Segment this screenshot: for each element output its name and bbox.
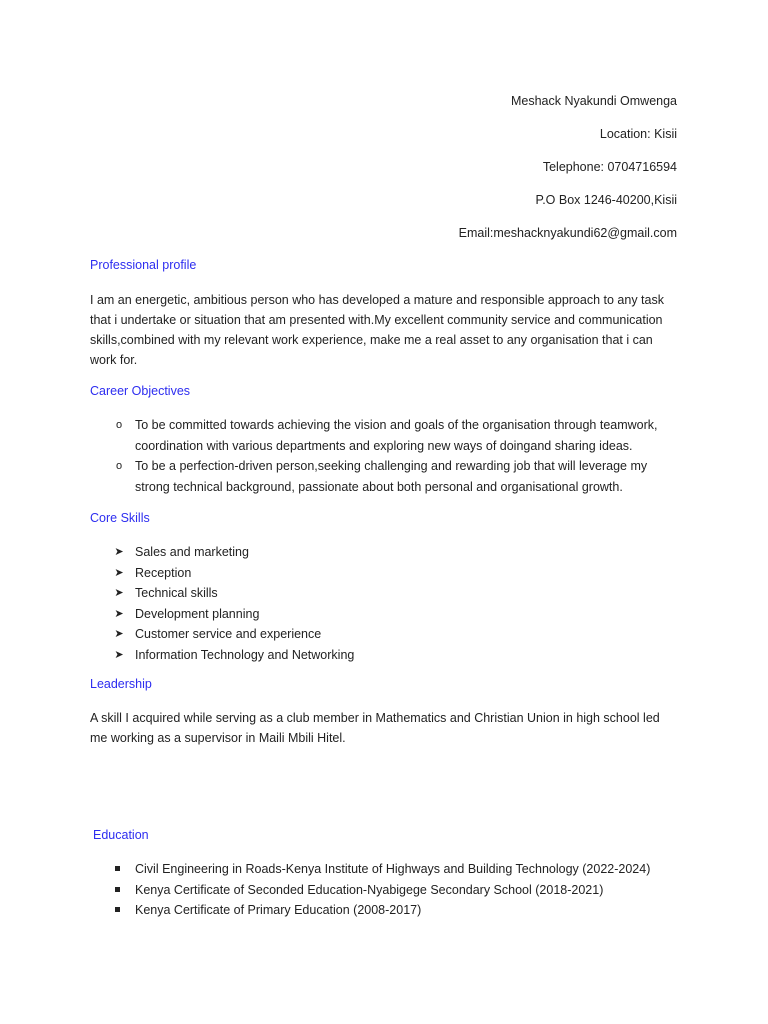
contact-name: Meshack Nyakundi Omwenga <box>510 94 677 108</box>
objective-text: To be committed towards achieving the vision and goals of the organisation through teamwork, coordination with various departments and exploring new ways of doingand sharing ideas. <box>135 418 658 453</box>
education-heading: Education <box>93 828 149 842</box>
list-item <box>90 456 680 497</box>
arrowhead-bullet-icon: ➤ <box>114 566 124 579</box>
objectives-list <box>90 415 680 497</box>
list-item <box>90 563 680 584</box>
skill-text: Sales and marketing <box>135 545 249 559</box>
list-item <box>90 604 680 625</box>
leadership-heading: Leadership <box>90 677 152 691</box>
contact-email: Email:meshacknyakundi62@gmail.com <box>458 226 677 240</box>
profile-text: I am an energetic, ambitious person who has developed a mature and responsible approach to any task that i undertake or situation that am presented with.My excellent community service and communication skills,combined with my relevant work experience, make me a real asset to any organisation that i can work for. <box>90 293 664 367</box>
education-text: Kenya Certificate of Primary Education (2008-2017) <box>135 903 422 917</box>
contact-location: Location: Kisii <box>599 127 677 141</box>
list-item <box>90 542 680 563</box>
list-item <box>90 415 680 456</box>
contact-pobox: P.O Box 1246-40200,Kisii <box>535 193 677 207</box>
arrowhead-bullet-icon: ➤ <box>114 546 124 558</box>
square-bullet-icon <box>115 907 120 912</box>
education-text: Kenya Certificate of Seconded Education-Nyabigege Secondary School (2018-2021) <box>135 882 604 897</box>
list-item <box>90 624 680 645</box>
list-item <box>90 880 680 901</box>
square-bullet-icon <box>115 866 120 871</box>
square-bullet-icon <box>115 887 120 892</box>
objectives-heading: Career Objectives <box>90 384 191 398</box>
leadership-text: A skill I acquired while serving as a club member in Mathematics and Christian Union in high school led me working as a supervisor in Maili Mbili Hitel. <box>90 711 660 745</box>
skill-text: Reception <box>135 565 192 580</box>
contact-block <box>459 93 677 258</box>
skill-text: Development planning <box>135 606 260 621</box>
arrowhead-bullet-icon: ➤ <box>114 648 124 661</box>
skills-list <box>90 542 680 665</box>
skill-text: Technical skills <box>135 586 218 600</box>
objective-text: To be a perfection-driven person,seeking challenging and rewarding job that will leverage my strong technical background, passionate about both personal and organisational growth. <box>135 459 648 494</box>
profile-heading: Professional profile <box>90 258 197 272</box>
list-item <box>90 900 680 921</box>
arrowhead-bullet-icon: ➤ <box>114 628 124 640</box>
list-item <box>90 645 680 666</box>
skills-heading: Core Skills <box>90 511 150 525</box>
education-text: Civil Engineering in Roads-Kenya Institute of Highways and Building Technology (2022-2024) <box>135 862 651 876</box>
circle-bullet-icon: o <box>115 419 123 431</box>
skill-text: Customer service and experience <box>135 627 322 641</box>
arrowhead-bullet-icon: ➤ <box>114 587 124 599</box>
contact-telephone: Telephone: 0704716594 <box>542 160 677 174</box>
skill-text: Information Technology and Networking <box>135 647 355 662</box>
list-item <box>90 583 680 604</box>
list-item <box>90 859 680 880</box>
education-list <box>90 859 680 921</box>
arrowhead-bullet-icon: ➤ <box>114 607 124 620</box>
circle-bullet-icon: o <box>115 460 123 472</box>
